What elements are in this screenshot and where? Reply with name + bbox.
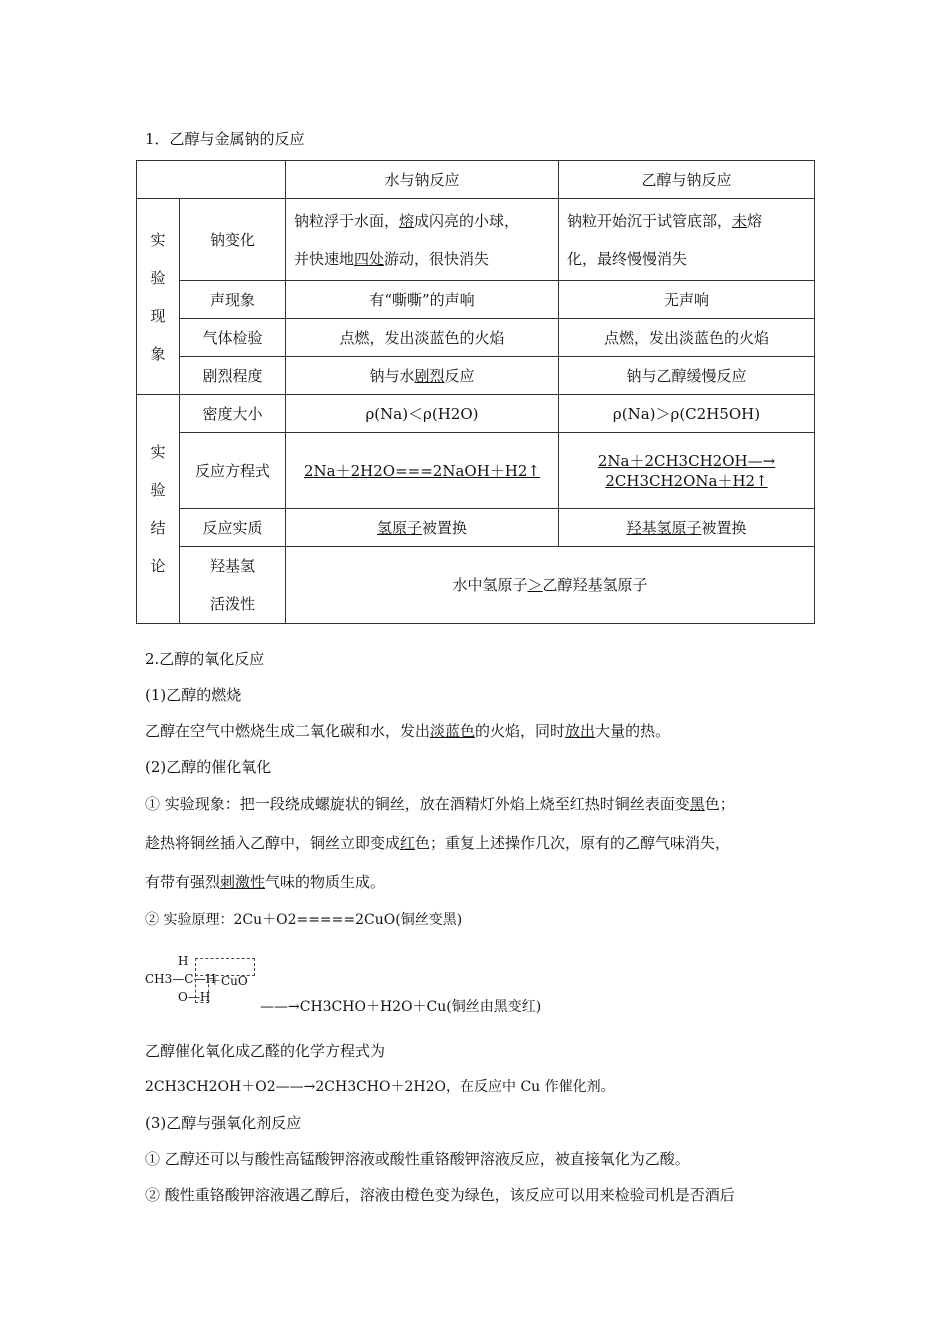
paragraph: ② 酸性重铬酸钾溶液遇乙醇后，溶液由橙色变为绿色，该反应可以用来检验司机是否酒后 <box>145 1186 735 1204</box>
group-header-conclusion <box>137 395 180 624</box>
table-row <box>137 509 815 547</box>
group-char: 象 <box>150 344 166 363</box>
underlined-text: 黑 <box>689 795 705 813</box>
text: 化，最终慢慢消失 <box>567 249 688 268</box>
row-label: 气体检验 <box>180 319 286 357</box>
cell-ethanol-equation <box>559 433 815 509</box>
mechanism-diagram <box>145 954 265 1018</box>
table-corner-cell <box>137 161 286 199</box>
table-row <box>137 395 815 433</box>
row-label: 反应方程式 <box>180 433 286 509</box>
section-1-title: 1．乙醇与金属钠的反应 <box>145 130 305 148</box>
paragraph <box>145 720 670 741</box>
text: 色；重复上述操作几次，原有的乙醇气味消失， <box>415 834 731 852</box>
underlined-text: 剧烈 <box>414 366 445 385</box>
text: 有带有强烈 <box>145 873 221 891</box>
section-2-title: 2.乙醇的氧化反应 <box>145 650 265 668</box>
underlined-text: 刺激性 <box>220 873 266 891</box>
paragraph: 2CH3CH2OH＋O2——→2CH3CHO＋2H2O，在反应中 Cu 作催化剂。 <box>145 1079 615 1095</box>
text: ① 实验现象：把一段绕成螺旋状的铜丝，放在酒精灯外焰上烧至红热时铜丝表面变 <box>145 795 690 813</box>
cell-water-sodium-change <box>286 199 559 281</box>
table-row <box>137 357 815 395</box>
group-char: 验 <box>150 268 166 287</box>
cell-ethanol-density: ρ(Na)＞ρ(C2H5OH) <box>559 395 815 433</box>
equation-text: 2Na＋2CH3CH2OH—→ <box>597 451 776 470</box>
text: 反应 <box>444 366 475 385</box>
cell-water-essence <box>286 509 559 547</box>
table-row <box>137 199 815 281</box>
row-label: 密度大小 <box>180 395 286 433</box>
underlined-text: 四处 <box>354 249 385 268</box>
mech-h-top: H <box>178 954 189 968</box>
underlined-text: 熔 <box>399 211 415 230</box>
underlined-text: 放出 <box>565 722 596 740</box>
paragraph: ② 实验原理：2Cu＋O2=====2CuO(铜丝变黑) <box>145 912 463 928</box>
text: 羟基氢 <box>209 557 255 575</box>
cell-water-intensity <box>286 357 559 395</box>
mech-oh: O—H <box>178 990 211 1004</box>
underlined-text: 氢原子 <box>376 518 422 537</box>
underlined-text: 红 <box>400 834 416 852</box>
row-label: 钠变化 <box>180 199 286 281</box>
table-row <box>137 433 815 509</box>
text: 被置换 <box>422 518 468 537</box>
subsection-title: (2)乙醇的催化氧化 <box>145 758 272 776</box>
mechanism-product: ——→CH3CHO＋H2O＋Cu(铜丝由黑变红) <box>260 999 542 1015</box>
col-header-ethanol: 乙醇与钠反应 <box>559 161 815 199</box>
table-row <box>137 547 815 624</box>
table-row <box>137 281 815 319</box>
underlined-text: ＞ <box>527 576 543 594</box>
sodium-reaction-table <box>136 160 815 624</box>
cell-ethanol-intensity: 钠与乙醇缓慢反应 <box>559 357 815 395</box>
underlined-text: 淡蓝色 <box>430 722 476 740</box>
text: 气味的物质生成。 <box>265 873 386 891</box>
group-char: 实 <box>150 230 166 249</box>
mech-cuo: ＋CuO <box>209 974 248 988</box>
paragraph <box>145 871 385 892</box>
row-label: 反应实质 <box>180 509 286 547</box>
cell-ethanol-gas: 点燃，发出淡蓝色的火焰 <box>559 319 815 357</box>
group-char: 论 <box>150 557 166 575</box>
equation-text: 2CH3CH2ONa＋H2↑ <box>605 471 768 490</box>
underlined-text: 未 <box>732 211 748 230</box>
mech-main-chain: CH3—C—H <box>145 972 216 986</box>
paragraph: ① 乙醇还可以与酸性高锰酸钾溶液或酸性重铬酸钾溶液反应，被直接氧化为乙酸。 <box>145 1150 690 1168</box>
group-char: 实 <box>150 443 166 461</box>
text: 活泼性 <box>209 595 255 613</box>
row-label: 剧烈程度 <box>180 357 286 395</box>
underlined-text: 羟基氢原子 <box>626 518 702 537</box>
cell-ethanol-sound: 无声响 <box>559 281 815 319</box>
subsection-title: (3)乙醇与强氧化剂反应 <box>145 1114 302 1132</box>
text: 钠粒开始沉于试管底部， <box>567 211 733 230</box>
text: 被置换 <box>701 518 747 537</box>
text: 乙醇在空气中燃烧生成二氧化碳和水，发出 <box>145 722 431 740</box>
group-char: 现 <box>150 306 166 325</box>
text: 水中氢原子 <box>452 576 528 594</box>
cell-water-gas: 点燃，发出淡蓝色的火焰 <box>286 319 559 357</box>
row-label <box>180 547 286 624</box>
text: 的火焰，同时 <box>475 722 566 740</box>
cell-water-density: ρ(Na)＜ρ(H2O) <box>286 395 559 433</box>
group-header-phenomena <box>137 199 180 395</box>
paragraph <box>145 793 735 814</box>
text: 并快速地 <box>294 249 355 268</box>
cell-water-sound: 有“嘶嘶”的声响 <box>286 281 559 319</box>
group-char: 验 <box>150 481 166 499</box>
paragraph <box>145 832 730 853</box>
col-header-water: 水与钠反应 <box>286 161 559 199</box>
text: 色； <box>704 795 735 813</box>
row-label: 声现象 <box>180 281 286 319</box>
text: 成闪亮的小球， <box>414 211 520 230</box>
text: 钠与水 <box>369 366 415 385</box>
cell-ethanol-sodium-change <box>559 199 815 281</box>
equation-text: 2Na＋2H2O===2NaOH＋H2↑ <box>304 461 540 480</box>
subsection-title: (1)乙醇的燃烧 <box>145 686 242 704</box>
table-header-row <box>137 161 815 199</box>
dashed-box-side <box>195 974 209 1003</box>
text: 熔 <box>747 211 763 230</box>
group-char: 结 <box>150 519 166 537</box>
paragraph: 乙醇催化氧化成乙醛的化学方程式为 <box>145 1042 386 1060</box>
text: 乙醇羟基氢原子 <box>542 576 648 594</box>
cell-ethanol-essence <box>559 509 815 547</box>
text: 游动，很快消失 <box>384 249 490 268</box>
text: 趁热将铜丝插入乙醇中，铜丝立即变成 <box>145 834 401 852</box>
table-row <box>137 319 815 357</box>
text: 钠粒浮于水面， <box>294 211 400 230</box>
text: 大量的热。 <box>595 722 671 740</box>
cell-activity-comparison <box>286 547 815 624</box>
cell-water-equation <box>286 433 559 509</box>
